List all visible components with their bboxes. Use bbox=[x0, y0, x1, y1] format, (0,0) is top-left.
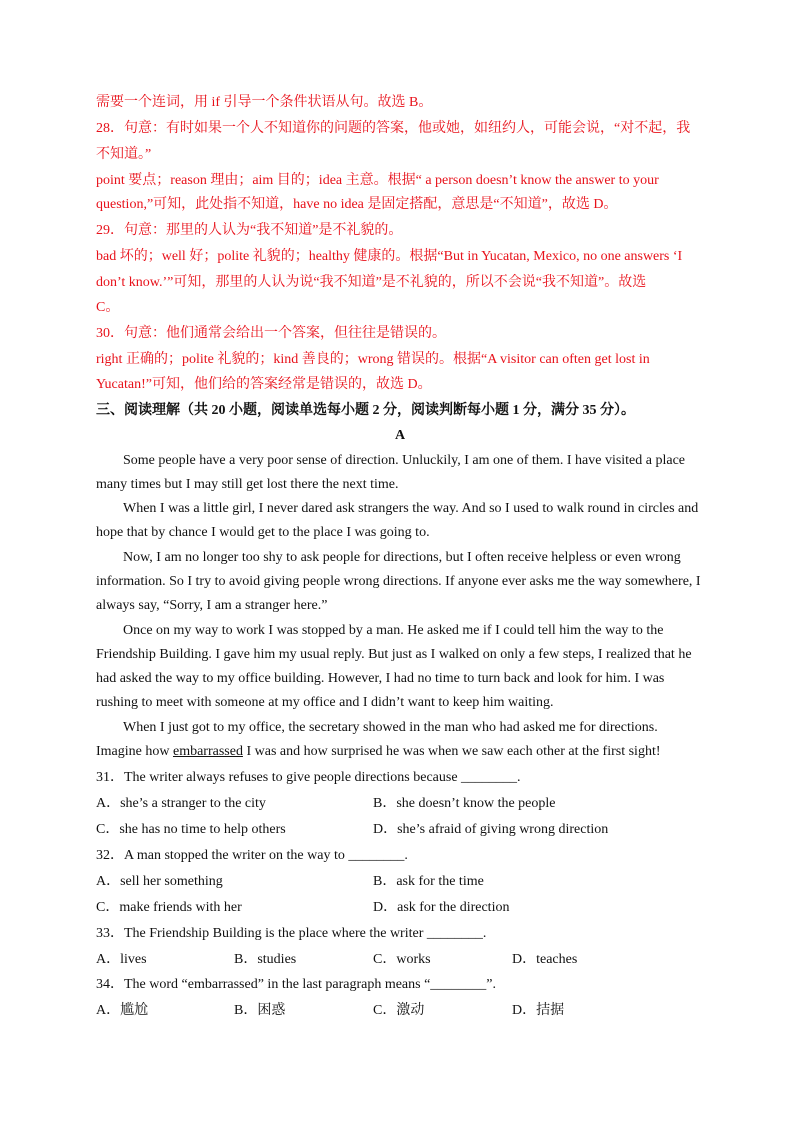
question-32-stem: 32．A man stopped the writer on the way to ________. bbox=[96, 848, 408, 863]
question-32-option-b: B．ask for the time bbox=[373, 874, 484, 889]
passage-label: A bbox=[394, 428, 406, 443]
passage-paragraph-4-cont: Friendship Building. I gave him my usual reply. But just as I walked on only a few steps, I realized that he bbox=[96, 647, 692, 662]
question-34-option-b: B．困惑 bbox=[234, 1003, 286, 1018]
question-32-option-c: C．make friends with her bbox=[96, 900, 242, 915]
passage-paragraph-4: Once on my way to work I was stopped by a man. He asked me if I could tell him the way to the bbox=[123, 623, 664, 638]
answer-30-sentence: 30．句意：他们通常会给出一个答案，但往往是错误的。 bbox=[96, 326, 446, 341]
answer-30-explanation-cont: Yucatan!”可知，他们给的答案经常是错误的，故选 D。 bbox=[96, 377, 432, 392]
question-31-option-d: D．she’s afraid of giving wrong direction bbox=[373, 822, 609, 837]
question-33-option-a: A．lives bbox=[96, 952, 147, 967]
text-segment: Imagine how bbox=[96, 744, 173, 759]
passage-paragraph-1-cont: many times but I may still get lost there the next time. bbox=[96, 477, 399, 492]
underlined-word: embarrassed bbox=[172, 744, 243, 759]
answer-line: 需要一个连词，用 if 引导一个条件状语从句。故选 B。 bbox=[96, 95, 433, 110]
question-33-option-d: D．teaches bbox=[512, 952, 578, 967]
question-34-option-c: C．激动 bbox=[373, 1003, 425, 1018]
passage-paragraph-1: Some people have a very poor sense of direction. Unluckily, I am one of them. I have visited a place bbox=[123, 453, 686, 468]
question-31-stem: 31．The writer always refuses to give people directions because ________. bbox=[96, 770, 521, 785]
answer-29-explanation: bad 坏的；well 好；polite 礼貌的；healthy 健康的。根据“But in Yucatan, Mexico, no one answers ‘I bbox=[96, 249, 683, 264]
question-31-option-a: A．she’s a stranger to the city bbox=[96, 796, 266, 811]
text-segment: I was and how surprised he was when we saw each other at the first sight! bbox=[242, 744, 661, 759]
answer-28-sentence: 28．句意：有时如果一个人不知道你的问题的答案，他或她，如纽约人，可能会说，“对不起，我 bbox=[96, 121, 691, 136]
passage-paragraph-5: When I just got to my office, the secretary showed in the man who had asked me for directions. bbox=[123, 720, 658, 735]
answer-29-explanation-cont: don’t know.’”可知，那里的人认为说“我不知道”是不礼貌的，所以不会说“我不知道”。故选 bbox=[96, 275, 647, 290]
passage-paragraph-2-cont: hope that by chance I would get to the place I was going to. bbox=[96, 525, 430, 540]
passage-paragraph-5-cont bbox=[96, 742, 661, 762]
question-33-option-c: C．works bbox=[373, 952, 431, 967]
passage-paragraph-3-end: always say, “Sorry, I am a stranger here.” bbox=[96, 598, 328, 613]
answer-29-choice: C。 bbox=[96, 300, 120, 315]
question-33-stem: 33．The Friendship Building is the place where the writer ________. bbox=[96, 926, 487, 941]
section-heading: 三、阅读理解（共 20 小题，阅读单选每小题 2 分，阅读判断每小题 1 分，满分 35 分）。 bbox=[96, 403, 635, 418]
answer-29-sentence: 29．句意：那里的人认为“我不知道”是不礼貌的。 bbox=[96, 223, 403, 238]
answer-30-explanation: right 正确的；polite 礼貌的；kind 善良的；wrong 错误的。根据“A visitor can often get lost in bbox=[96, 352, 650, 367]
question-32-option-a: A．sell her something bbox=[96, 874, 223, 889]
question-32-option-d: D．ask for the direction bbox=[373, 900, 510, 915]
passage-paragraph-3: Now, I am no longer too shy to ask people for directions, but I often receive helpless or even wrong bbox=[123, 550, 681, 565]
answer-28-sentence-cont: 不知道。” bbox=[96, 147, 152, 162]
question-34-stem: 34．The word “embarrassed” in the last paragraph means “________”. bbox=[96, 977, 497, 992]
answer-28-explanation: point 要点；reason 理由；aim 目的；idea 主意。根据“ a person doesn’t know the answer to your bbox=[96, 173, 659, 188]
passage-paragraph-3-cont: information. So I try to avoid giving people wrong directions. If anyone ever asks me the way somewhere, I bbox=[96, 574, 701, 589]
question-31-option-c: C．she has no time to help others bbox=[96, 822, 286, 837]
passage-paragraph-4-cont2: had asked the way to my office building. However, I had no time to turn back and look for him. I was bbox=[96, 671, 665, 686]
question-34-option-d: D．拮据 bbox=[512, 1003, 565, 1018]
question-33-option-b: B．studies bbox=[234, 952, 297, 967]
answer-28-explanation-cont: question,”可知，此处指不知道，have no idea 是固定搭配，意思是“不知道”，故选 D。 bbox=[96, 197, 618, 212]
question-34-option-a: A．尴尬 bbox=[96, 1003, 149, 1018]
passage-paragraph-4-end: rushing to meet with someone at my office and I didn’t want to keep him waiting. bbox=[96, 695, 554, 710]
question-31-option-b: B．she doesn’t know the people bbox=[373, 796, 556, 811]
passage-paragraph-2: When I was a little girl, I never dared ask strangers the way. And so I used to walk round in circles and bbox=[123, 501, 699, 516]
